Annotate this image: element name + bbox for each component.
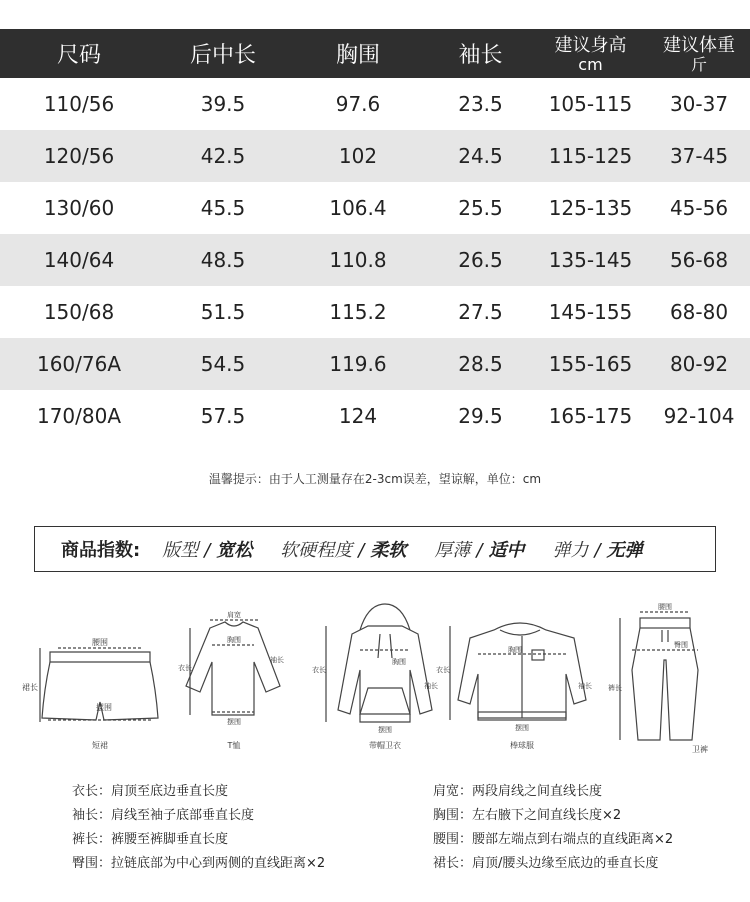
cell-size: 150/68 xyxy=(43,300,115,324)
shorts-caption: 短裙 xyxy=(92,741,108,750)
definition-item: 裤长：裤腰至裤脚垂直长度 xyxy=(72,832,229,847)
cell-back-length: 39.5 xyxy=(200,92,246,116)
definition-item: 胸围：左右腋下之间直线长度×2 xyxy=(433,808,622,823)
cell-size: 110/56 xyxy=(43,92,115,116)
cell-chest: 102 xyxy=(338,144,378,168)
table-row xyxy=(0,130,750,182)
cell-height: 125-135 xyxy=(548,196,633,220)
cell-height: 165-175 xyxy=(548,404,633,428)
hoodie-hem-label: 摆围 xyxy=(378,726,392,734)
cell-chest: 97.6 xyxy=(335,92,381,116)
size-table xyxy=(0,29,750,442)
jacket-caption: 棒球服 xyxy=(510,741,534,750)
cell-sleeve: 24.5 xyxy=(458,144,503,168)
header-size: 尺码 xyxy=(56,43,101,68)
pants-illustration xyxy=(608,602,708,754)
cell-back-length: 51.5 xyxy=(200,300,246,324)
definition-item: 衣长：肩顶至底边垂直长度 xyxy=(72,784,229,799)
table-header xyxy=(0,29,750,78)
jacket-hem-label: 摆围 xyxy=(515,724,529,732)
cell-weight: 80-92 xyxy=(669,352,729,376)
tshirt-hem-label: 摆围 xyxy=(227,718,241,726)
cell-weight: 56-68 xyxy=(669,248,729,272)
definition-item: 臀围：拉链底部为中心到两侧的直线距离×2 xyxy=(72,856,326,871)
pants-hip-label: 臀围 xyxy=(674,641,688,649)
hoodie-sleeve-label: 袖长 xyxy=(424,682,438,690)
cell-back-length: 57.5 xyxy=(200,404,246,428)
tshirt-chest-label: 胸围 xyxy=(227,636,241,644)
definitions-left xyxy=(72,780,325,876)
tshirt-sleeve-label: 袖长 xyxy=(270,656,284,664)
cell-sleeve: 29.5 xyxy=(458,404,503,428)
cell-size: 170/80A xyxy=(36,404,122,428)
header-chest: 胸围 xyxy=(335,43,380,68)
table-row xyxy=(0,338,750,390)
cell-chest: 106.4 xyxy=(329,196,387,220)
hoodie-chest-label: 胸围 xyxy=(392,658,406,666)
measurement-note: 温馨提示：由于人工测量存在2-3cm误差，望谅解，单位：cm xyxy=(208,472,542,486)
cell-back-length: 42.5 xyxy=(200,144,246,168)
index-thickness: 厚薄 / 适中 xyxy=(434,540,525,561)
cell-size: 160/76A xyxy=(36,352,122,376)
cell-weight: 68-80 xyxy=(669,300,729,324)
cell-sleeve: 23.5 xyxy=(458,92,503,116)
cell-sleeve: 27.5 xyxy=(458,300,503,324)
pants-waist-label: 腰围 xyxy=(658,603,672,611)
index-fit: 版型 / 宽松 xyxy=(162,540,253,561)
table-row xyxy=(0,286,750,338)
cell-weight: 92-104 xyxy=(663,404,735,428)
definition-item: 裙长：肩顶/腰头边缘至底边的垂直长度 xyxy=(433,856,659,871)
cell-weight: 30-37 xyxy=(669,92,729,116)
tshirt-length-label: 衣长 xyxy=(178,664,192,672)
cell-chest: 119.6 xyxy=(329,352,387,376)
tshirt-caption: T恤 xyxy=(227,741,241,750)
header-weight: 建议体重 斤 xyxy=(663,34,735,74)
shorts-hem-label: 摆围 xyxy=(96,703,112,712)
header-back-length: 后中长 xyxy=(189,43,256,68)
product-index-box xyxy=(34,526,716,572)
cell-chest: 124 xyxy=(338,404,378,428)
hoodie-length-label: 衣长 xyxy=(312,666,326,674)
cell-size: 140/64 xyxy=(43,248,115,272)
cell-size: 120/56 xyxy=(43,144,115,168)
pants-caption: 卫裤 xyxy=(692,745,708,754)
cell-weight: 45-56 xyxy=(669,196,729,220)
definition-item: 袖长：肩线至袖子底部垂直长度 xyxy=(72,808,255,823)
cell-height: 135-145 xyxy=(548,248,633,272)
table-row xyxy=(0,182,750,234)
tshirt-shoulder-label: 肩宽 xyxy=(227,611,241,619)
jacket-chest-label: 胸围 xyxy=(508,646,522,654)
shorts-waist-label: 腰围 xyxy=(92,638,108,647)
cell-size: 130/60 xyxy=(43,196,115,220)
tshirt-illustration xyxy=(178,610,284,750)
cell-back-length: 54.5 xyxy=(200,352,246,376)
cell-height: 115-125 xyxy=(548,144,633,168)
index-softness: 软硬程度 / 柔软 xyxy=(280,540,407,561)
definition-item: 腰围：腰部左端点到右端点的直线距离×2 xyxy=(433,832,674,847)
cell-height: 155-165 xyxy=(548,352,633,376)
cell-sleeve: 26.5 xyxy=(458,248,503,272)
cell-back-length: 48.5 xyxy=(200,248,246,272)
cell-weight: 37-45 xyxy=(669,144,729,168)
table-body xyxy=(0,78,750,442)
shorts-illustration xyxy=(22,638,158,750)
cell-chest: 110.8 xyxy=(329,248,387,272)
cell-height: 145-155 xyxy=(548,300,633,324)
hoodie-illustration xyxy=(312,604,438,750)
jacket-length-label: 衣长 xyxy=(436,666,450,674)
jacket-illustration xyxy=(436,623,592,750)
product-index-label: 商品指数: xyxy=(61,540,141,561)
cell-chest: 115.2 xyxy=(329,300,387,324)
table-row xyxy=(0,390,750,442)
table-row xyxy=(0,234,750,286)
shorts-length-label: 裙长 xyxy=(22,683,38,692)
header-height: 建议身高 cm xyxy=(554,34,627,74)
jacket-sleeve-label: 袖长 xyxy=(578,682,592,690)
cell-sleeve: 28.5 xyxy=(458,352,503,376)
hoodie-caption: 带帽卫衣 xyxy=(369,741,401,750)
definition-item: 肩宽：两段肩线之间直线长度 xyxy=(433,784,603,799)
cell-sleeve: 25.5 xyxy=(458,196,503,220)
index-elasticity: 弹力 / 无弹 xyxy=(552,540,643,561)
garment-illustrations xyxy=(0,590,750,760)
header-sleeve: 袖长 xyxy=(458,43,503,68)
pants-length-label: 裤长 xyxy=(608,684,622,692)
definitions-right xyxy=(433,780,673,876)
cell-height: 105-115 xyxy=(548,92,633,116)
table-row xyxy=(0,78,750,130)
cell-back-length: 45.5 xyxy=(200,196,246,220)
